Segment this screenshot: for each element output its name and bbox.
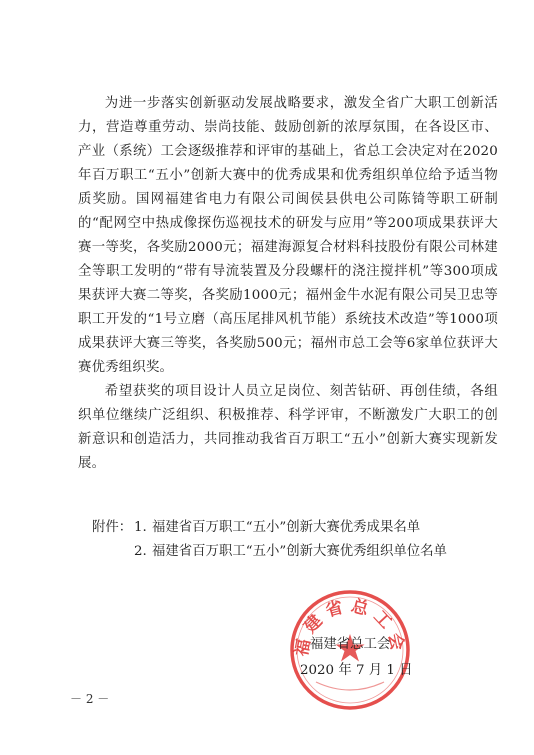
- signature-block: [300, 632, 500, 684]
- seal-text: 福建省总工会: [291, 596, 409, 658]
- attachments-section: [92, 516, 492, 564]
- attachment-item: [134, 540, 492, 564]
- signature-date: 2020 年 7 月 1 日: [300, 663, 413, 678]
- attachment-number: 1.: [134, 520, 147, 535]
- attachments-list: [134, 516, 492, 564]
- body-text: [78, 92, 498, 476]
- paragraph-2: 希望获奖的项目设计人员立足岗位、刻苦钻研、再创佳绩，各组织单位继续广泛组织、积极推荐、科学评审，不断激发广大职工的创新意识和创造活力，共同推动我省百万职工“五小”创新大赛实现新发展。: [78, 384, 498, 471]
- attachments-label: 附件：: [92, 520, 133, 535]
- attachment-title: 福建省百万职工“五小”创新大赛优秀成果名单: [152, 520, 421, 535]
- attachment-number: 2.: [134, 544, 147, 559]
- page-number: － 2 －: [70, 692, 110, 706]
- attachments-row: [92, 516, 492, 564]
- signature-organization: 福建省总工会: [310, 637, 391, 652]
- paragraph-1: 为进一步落实创新驱动发展战略要求，激发全省广大职工创新活力，营造尊重劳动、崇尚技能、鼓励创新的浓厚氛围，在各设区市、产业（系统）工会逐级推荐和评审的基础上，省总工会决定对在2020年百万职工“五小”创新大赛中的优秀成果和优秀组织单位给予适当物质奖励。国网福建省电力有限公司闽侯县供电公司陈锜等职工研制的“配网空中热成像探伤巡视技术的研发与应用”等200项成果获评大赛一等奖，各奖励2000元；福建海源复合材料科技股份有限公司林建全等职工发明的“带有导流装置及分段螺杆的浇注搅拌机”等300项成果获评大赛二等奖，各奖励1000元；福州金牛水泥有限公司吴卫忠等职工开发的“1号立磨（高压尾排风机节能）系统技术改造”等1000项成果获评大赛三等奖，各奖励500元；福州市总工会等6家单位获评大赛优秀组织奖。: [78, 96, 498, 375]
- attachment-title: 福建省百万职工“五小”创新大赛优秀组织单位名单: [152, 544, 447, 559]
- attachment-item: [134, 516, 492, 540]
